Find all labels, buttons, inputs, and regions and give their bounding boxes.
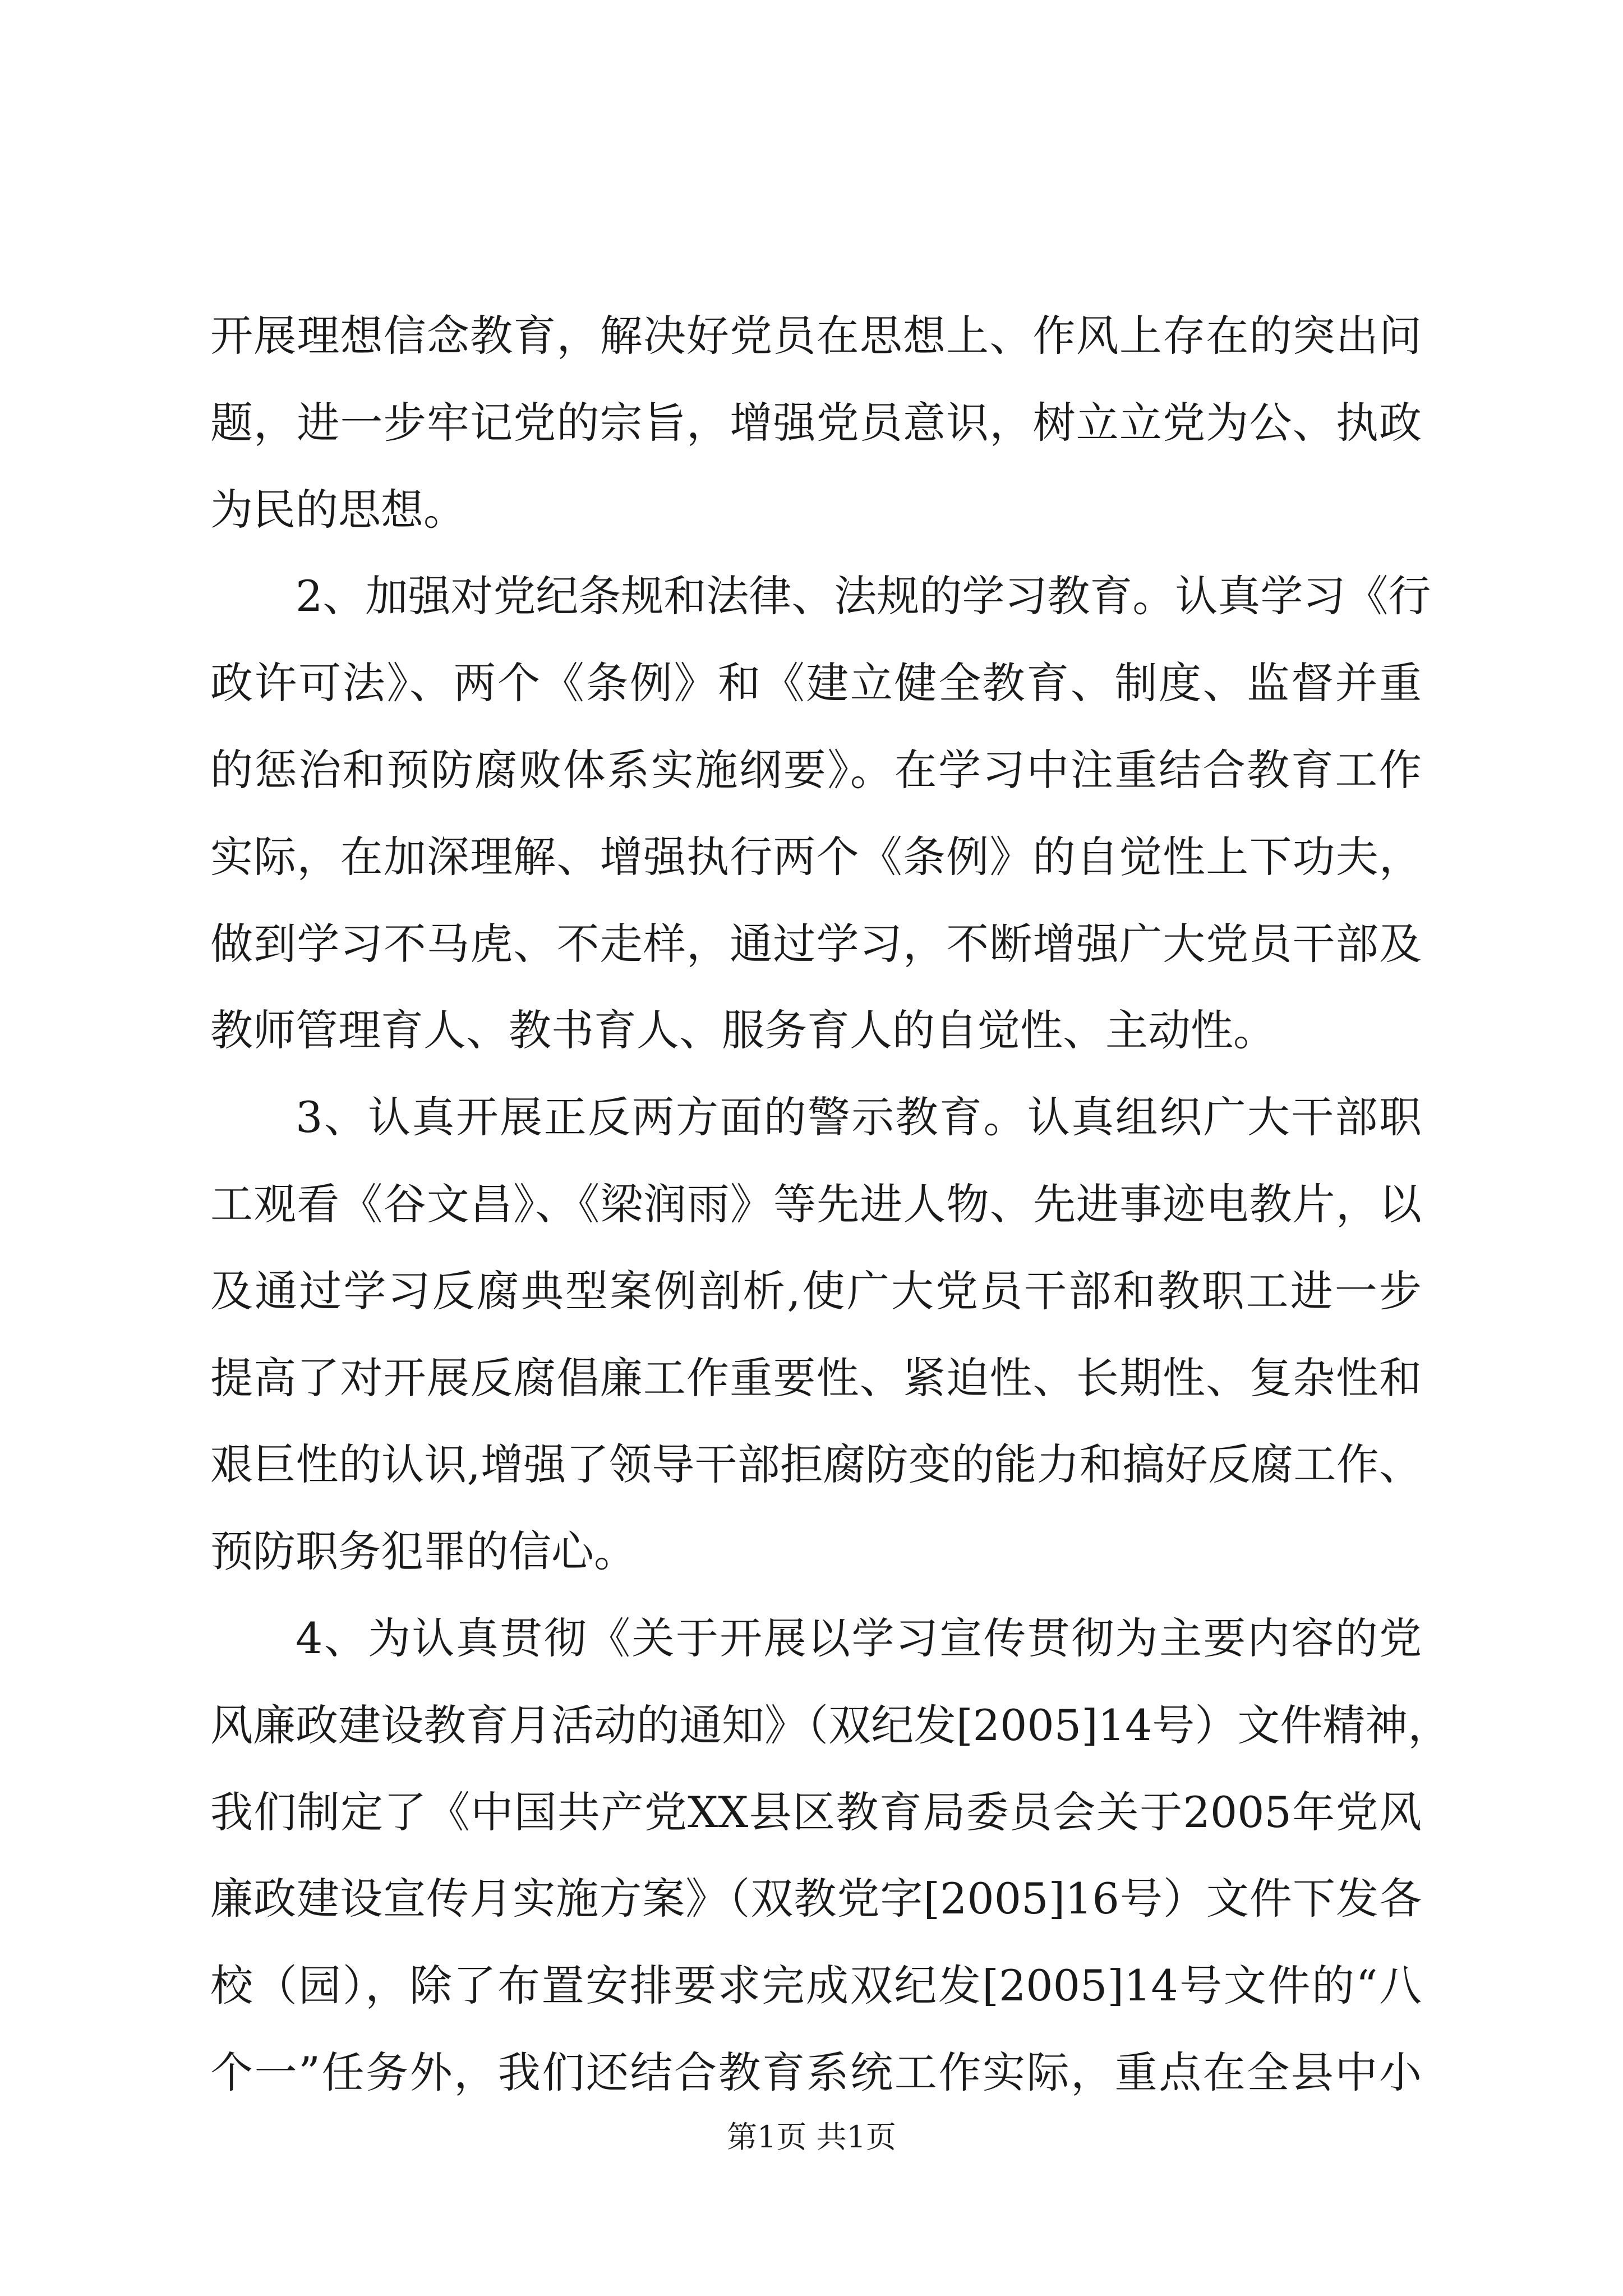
text-line: 4、为认真贯彻《关于开展以学习宣传贯彻为主要内容的党 [296, 1613, 1422, 1663]
text-line: 3、认真开展正反两方面的警示教育。认真组织广大干部职 [296, 1092, 1422, 1143]
text-line: 我们制定了《中国共产党XX县区教育局委员会关于2005年党风 [210, 1787, 1422, 1837]
text-line: 实际，在加深理解、增强执行两个《条例》的自觉性上下功夫， [210, 831, 1422, 882]
text-line: 政许可法》、两个《条例》和《建立健全教育、制度、监督并重 [210, 658, 1422, 708]
text-line: 艰巨性的认识,增强了领导干部拒腐防变的能力和搞好反腐工作、 [210, 1439, 1422, 1490]
text-line: 为民的思想。 [210, 484, 466, 535]
text-line: 提高了对开展反腐倡廉工作重要性、紧迫性、长期性、复杂性和 [210, 1352, 1422, 1403]
page-footer: 第1页 共1页 [727, 2119, 896, 2155]
text-line: 校（园），除了布置安排要求完成双纪发[2005]14号文件的“八 [210, 1961, 1422, 2011]
text-line: 个一”任务外，我们还结合教育系统工作实际，重点在全县中小 [210, 2047, 1422, 2097]
text-line: 的惩治和预防腐败体系实施纲要》。在学习中注重结合教育工作 [210, 744, 1422, 795]
text-line: 开展理想信念教育，解决好党员在思想上、作风上存在的突出问 [210, 311, 1422, 361]
text-line: 廉政建设宣传月实施方案》（双教党字[2005]16号）文件下发各 [210, 1874, 1422, 1924]
text-line: 风廉政建设教育月活动的通知》（双纪发[2005]14号）文件精神， [210, 1700, 1451, 1750]
document-body [210, 293, 1451, 2116]
text-line: 预防职务犯罪的信心。 [210, 1526, 637, 1577]
text-line: 题，进一步牢记党的宗旨，增强党员意识，树立立党为公、执政 [210, 397, 1422, 448]
text-line: 2、加强对党纪条规和法律、法规的学习教育。认真学习《行 [296, 571, 1431, 622]
text-line: 做到学习不马虎、不走样，通过学习，不断增强广大党员干部及 [210, 918, 1422, 969]
text-line: 工观看《谷文昌》、《梁润雨》等先进人物、先进事迹电教片，以 [210, 1179, 1422, 1229]
text-line: 及通过学习反腐典型案例剖析,使广大党员干部和教职工进一步 [210, 1266, 1422, 1316]
text-line: 教师管理育人、教书育人、服务育人的自觉性、主动性。 [210, 1005, 1276, 1056]
